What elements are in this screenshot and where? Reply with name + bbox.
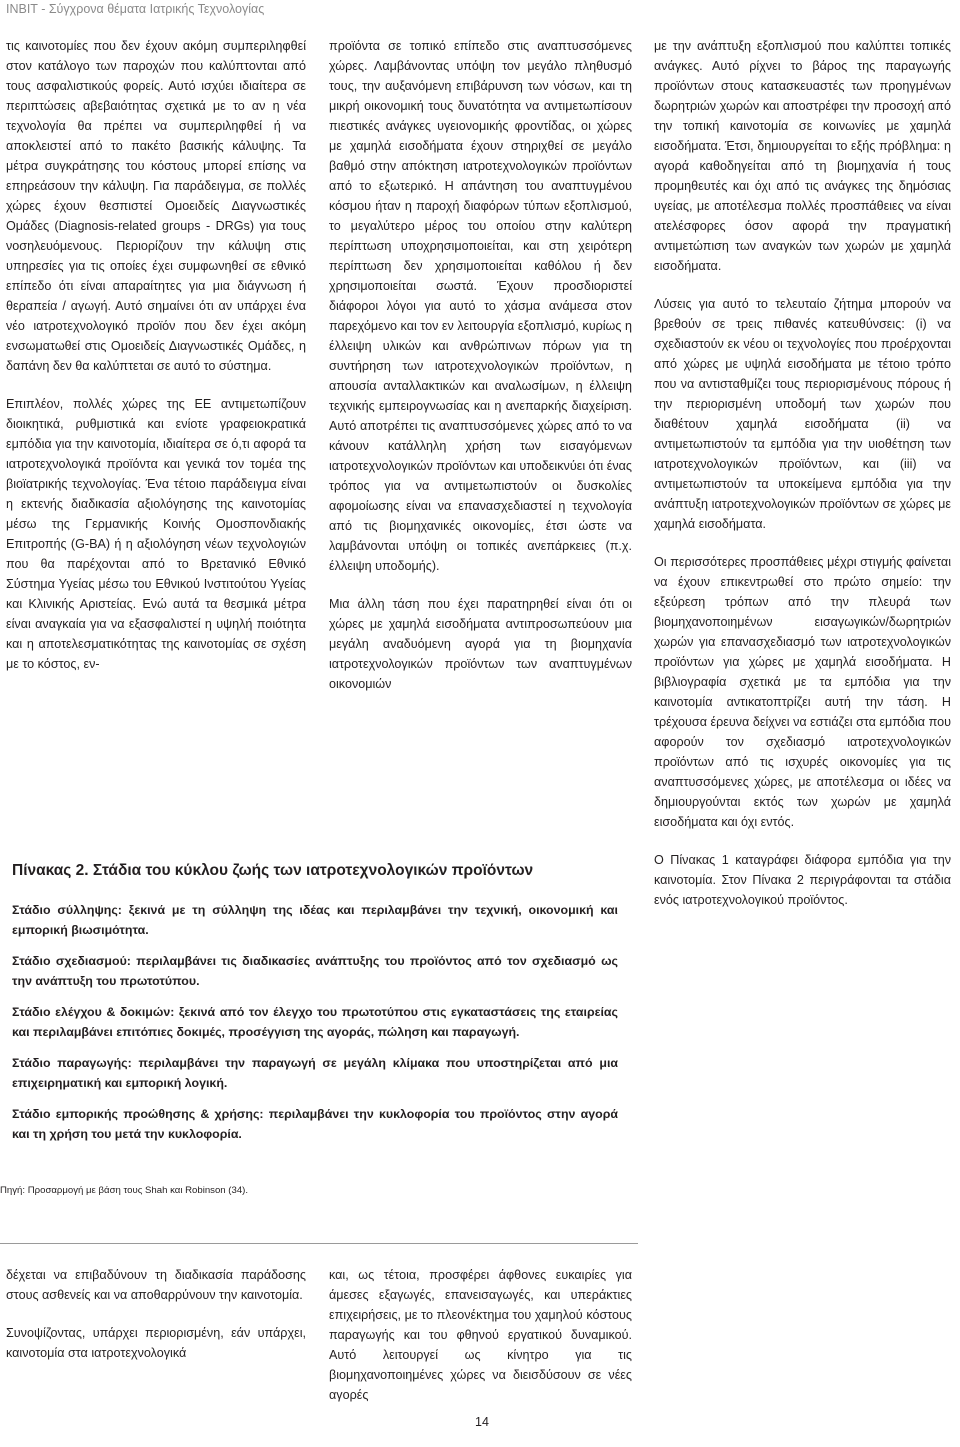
text-column-3: [654, 36, 951, 910]
text-column-4: [6, 1265, 306, 1363]
stage-item: Στάδιο σχεδιασμού: περιλαμβάνει τις διαδικασίες ανάπτυξης του προϊόντος από τον σχεδιασμό ως την ανάπτυξη του πρωτοτύπου.: [12, 954, 618, 988]
paragraph: Ο Πίνακας 1 καταγράφει διάφορα εμπόδια για την καινοτομία. Στον Πίνακα 2 περιγράφονται τα στάδια ενός ιατροτεχνολογικού προϊόντος.: [654, 853, 951, 907]
text-column-2: [329, 36, 632, 694]
stage-item: Στάδιο εμπορικής προώθησης & χρήσης: περιλαμβάνει την κυκλοφορία του προϊόντος στην αγορά και τη χρήση του μετά την κυκλοφορία.: [12, 1107, 618, 1141]
paragraph: τις καινοτομίες που δεν έχουν ακόμη συμπεριληφθεί στον κατάλογο των παροχών που καλύπτονται από τους ασφαλιστικούς φορείς. Αυτό ισχύει ιδιαίτερα σε περιπτώσεις αβεβαιότητας σχετικά με το αν η νέα τεχνολογία θα πρέπει να συμπεριληφθεί ή να αποκλειστεί από το πακέτο βασικής κάλυψης. Τα μέτρα συγκράτησης του κόστους μπορεί επίσης να επηρεάσουν την κάλυψη. Για παράδειγμα, σε πολλές χώρες έχουν θεσπιστεί Ομοειδείς Διαγνωστικές Ομάδες (Diagnosis-related groups - DRGs) για τους νοσηλευόμενους. Περιορίζουν την κάλυψη στις υπηρεσίες για τις οποίες έχει συμφωνηθεί σε εθνικό επίπεδο ότι είναι απαραίτητες για μια διάγνωση ή θεραπεία / αγωγή. Αυτό σημαίνει ότι αν υπάρχει ένα νέο ιατροτεχνολογικό προϊόν που δεν έχει ακόμη ενσωματωθεί στις Ομοειδείς Διαγνωστικές Ομάδες, η δαπάνη δεν θα καλύπτεται σε αυτό το σύστημα.: [6, 39, 306, 373]
paragraph: Επιπλέον, πολλές χώρες της ΕΕ αντιμετωπίζουν διοικητικά, ρυθμιστικά και ενίοτε γραφειοκρατικά εμπόδια για την καινοτομία, ιδιαίτερα σε ό,τι αφορά τα ιατροτεχνολογικά προϊόντα και γενικά τον τομέα της βιοϊατρικής τεχνολογίας. Ένα τέτοιο παράδειγμα είναι η εκτενής διαδικασία αξιολόγησης της καινοτομίας μέσω της Γερμανικής Κοινής Ομοσπονδιακής Επιτροπής (G-BA) ή η αξιολόγηση νέων τεχνολογιών που θα παρέχονται από το Βρετανικό Εθνικό Σύστημα Υγείας μέσω του Εθνικού Ινστιτούτου Υγείας και Κλινικής Αριστείας. Ενώ αυτά τα θεσμικά μέτρα είναι αναγκαία για να εξασφαλιστεί η υψηλή ποιότητα και η αποτελεσματικότητας της καινοτομίας σε σχέση με το κόστος, εν-: [6, 397, 306, 671]
paragraph: Οι περισσότερες προσπάθειες μέχρι στιγμής φαίνεται να έχουν επικεντρωθεί στο πρώτο σημείο: την εξεύρεση τρόπων από την πλευρά των βιομηχανοποιημένων εισαγωγικών/δωρητριών χωρών για επανασχεδιασμό των ιατροτεχνολογικών προϊόντων για χώρες με χαμηλά εισοδήματα. Η βιβλιογραφία σχετικά με τα εμπόδια για την καινοτομία αντικατοπτρίζει αυτή την τάση. Η τρέχουσα έρευνα δείχνει να εστιάζει στα εμπόδια που αφορούν τον σχεδιασμό ιατροτεχνολογικών προϊόντων από τις ισχυρές οικονομίες για τις αναπτυσσόμενες χώρες, με αποτέλεσμα οι ιδέες να δημιουργούνται εκτός των χωρών με χαμηλά εισοδήματα και όχι εντός.: [654, 555, 951, 829]
page-number: 14: [475, 1415, 489, 1429]
table-title: Πίνακας 2. Στάδια του κύκλου ζωής των ιατροτεχνολογικών προϊόντων: [12, 862, 534, 879]
divider: [0, 1243, 638, 1244]
table-source: Πηγή: Προσαρμογή με βάση τους Shah και Robinson (34).: [0, 1185, 249, 1196]
stage-list: [12, 900, 618, 1155]
paragraph: προϊόντα σε τοπικό επίπεδο στις αναπτυσσόμενες χώρες. Λαμβάνοντας υπόψη τον μεγάλο πληθυσμό τους, την αυξανόμενη επιβάρυνση των νόσων, και τη μικρή οικονομική τους δυνατότητα να αντιμετωπίσουν πιεστικές ανάγκες υγειονομικής φροντίδας, οι χώρες με χαμηλά εισοδήματα έχουν στηριχθεί σε μεγάλο βαθμό στην απόκτηση ιατροτεχνολογικών προϊόντων από το εξωτερικό. Η απάντηση του αναπτυγμένου κόσμου ήταν η παροχή διαφόρων τύπων εξοπλισμού, το μεγαλύτερο μέρος του οποίου στην καλύτερη περίπτωση υποχρησιμοποιείται, και στη χειρότερη περίπτωση δεν χρησιμοποιείται καθόλου ή δεν χρησιμοποιείται σωστά. Έχουν προσδιοριστεί διάφοροι λόγοι για αυτό το χάσμα ανάμεσα στον παρεχόμενο και τον εν λειτουργία εξοπλισμό, κυρίως η έλλειψη υλικών και ανθρώπινων πόρων για τη συντήρηση των ιατροτεχνολογικών προϊόντων, η απουσία ανταλλακτικών και αναλωσίμων, η έλλειψη τεχνικής εμπειρογνωσίας και η ανεπαρκής διαχείριση. Αυτό αποτρέπει τις αναπτυσσόμενες χώρες από το να κάνουν κατάλληλη χρήση των εισαγόμενων ιατροτεχνολογικών προϊόντων και υποδεικνύει ότι ένας τρόπος για να αντιμετωπιστούν οι δυσκολίες αφομοίωσης είναι να επανασχεδιαστεί η τεχνολογία από τις βιομηχανικές οικονομίες, έτσι ώστε να λαμβάνονται υπόψη οι τοπικές ανεπάρκειες (π.χ. έλλειψη υποδομής).: [329, 39, 632, 573]
text-column-1: [6, 36, 306, 674]
paragraph: και, ως τέτοια, προσφέρει άφθονες ευκαιρίες για άμεσες εξαγωγές, επανεισαγωγές, και υπεράκτιες επιχειρήσεις, με το πλεονέκτημα του χαμηλού κόστους παραγωγής και του φθηνού εργατικού δυναμικού. Αυτό λειτουργεί ως κίνητρο για τις βιομηχανοποιημένες χώρες να διεισδύσουν σε νέες αγορές: [329, 1268, 632, 1402]
paragraph: δέχεται να επιβαδύνουν τη διαδικασία παράδοσης στους ασθενείς και να αποθαρρύνουν την καινοτομία.: [6, 1268, 306, 1302]
stage-item: Στάδιο παραγωγής: περιλαμβάνει την παραγωγή σε μεγάλη κλίμακα που υποστηρίζεται από μια επιχειρηματική και εμπορική λογική.: [12, 1056, 618, 1090]
paragraph: Μια άλλη τάση που έχει παρατηρηθεί είναι ότι οι χώρες με χαμηλά εισοδήματα αντιπροσωπεύουν μια μεγάλη αναδυόμενη αγορά για τη βιομηχανία ιατροτεχνολογικών προϊόντων των αναπτυγμένων οικονομιών: [329, 597, 632, 691]
paragraph: Συνοψίζοντας, υπάρχει περιορισμένη, εάν υπάρχει, καινοτομία στα ιατροτεχνολογικά: [6, 1326, 306, 1360]
paragraph: με την ανάπτυξη εξοπλισμού που καλύπτει τοπικές ανάγκες. Αυτό ρίχνει το βάρος της παραγωγής προϊόντων στους κατασκευαστές των προηγμένων δωρητριών χωρών και αποστρέφει την προσοχή από την τοπική καινοτομία σε κοινωνίες με χαμηλά εισοδήματα. Έτσι, δημιουργείται το εξής πρόβλημα: η αγορά καθοδηγείται από τη βιομηχανία ή τους προμηθευτές και όχι από τις ανάγκες της δημόσιας υγείας, με αποτέλεσμα πολλές προσπάθειες να είναι ατελέσφορες όσον αφορά την πραγματική αντιμετώπιση των αναγκών των χωρών με χαμηλά εισοδήματα.: [654, 39, 951, 273]
table-2-box: [0, 852, 638, 1141]
text-column-5: [329, 1265, 632, 1405]
stage-item: Στάδιο σύλληψης: ξεκινά με τη σύλληψη της ιδέας και περιλαμβάνει την τεχνική, οικονομική και εμπορική βιωσιμότητα.: [12, 903, 618, 937]
running-header: INBIT - Σύγχρονα θέματα Ιατρικής Τεχνολογίας: [6, 2, 265, 16]
paragraph: Λύσεις για αυτό το τελευταίο ζήτημα μπορούν να βρεθούν σε τρεις πιθανές κατευθύνσεις: (i) να σχεδιαστούν εκ νέου οι τεχνολογίες που προέρχονται από χώρες με υψηλά εισοδήματα με τέτοιο τρόπο που να αντισταθμίζει τους περιορισμένους πόρους ή την περιορισμένη υποδομή των χωρών που διαθέτουν χαμηλά εισοδήματα (ii) να αντιμετωπιστούν τα εμπόδια για την υιοθέτηση των ιατροτεχνολογικών προϊόντων, και (iii) να αντιμετωπιστούν τα υποκείμενα εμπόδια για την ανάπτυξη ιατροτεχνολογικών προϊόντων σε χώρες με χαμηλά εισοδήματα.: [654, 297, 951, 531]
stage-item: Στάδιο ελέγχου & δοκιμών: ξεκινά από τον έλεγχο του πρωτοτύπου στις εγκαταστάσεις της εταιρείας και περιλαμβάνει επιτόπιες δοκιμές, προσέγγιση της αγοράς, πώληση και παραγωγή.: [12, 1005, 618, 1039]
